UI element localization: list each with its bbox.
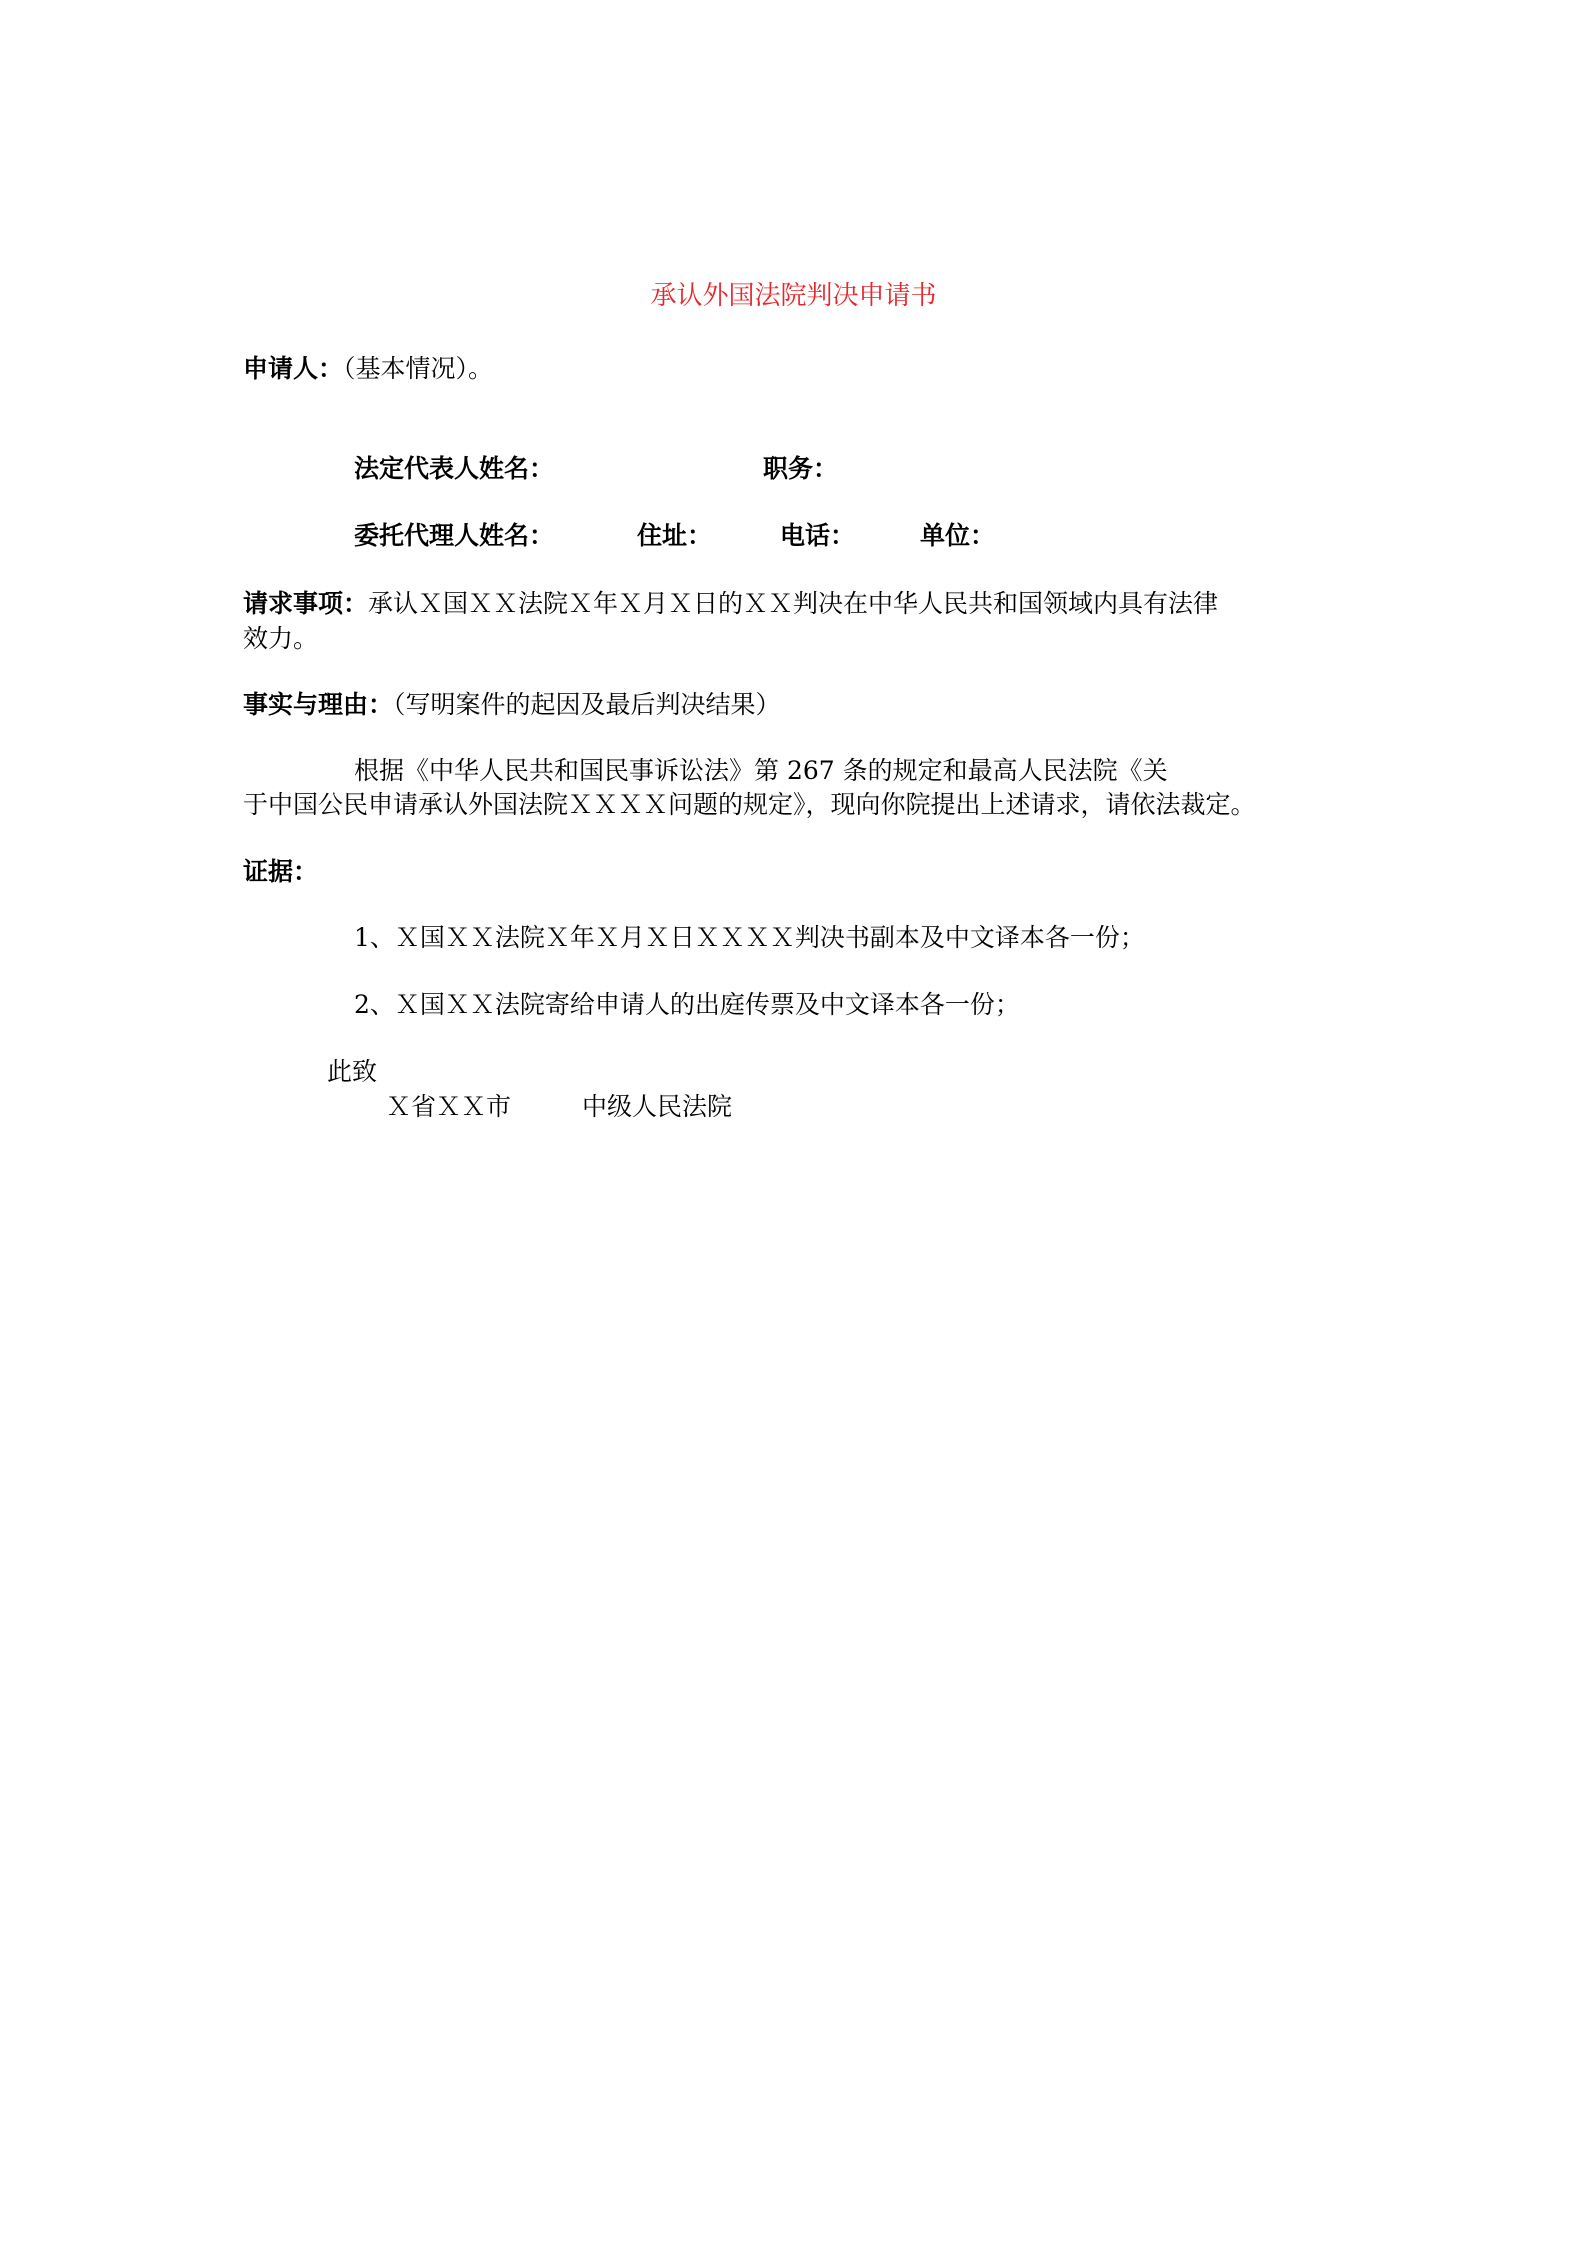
agent-phone-label: 电话：	[780, 521, 856, 550]
document-title: 承认外国法院判决申请书	[650, 281, 937, 311]
request-label: 请求事项：	[243, 589, 369, 618]
closing-recipient-city: Ｘ省ＸＸ市	[386, 1092, 512, 1121]
basis-line-2: 于中国公民申请承认外国法院ＸＸＸＸ问题的规定》，现向你院提出上述请求，请依法裁定。	[243, 790, 1256, 819]
applicant-line	[243, 352, 493, 386]
closing-salutation: 此致	[327, 1057, 378, 1086]
legal-rep-name-label: 法定代表人姓名：	[354, 454, 555, 483]
request-line-2: 效力。	[243, 624, 319, 653]
applicant-value: （基本情况）。	[343, 354, 494, 383]
basis-line-1: 根据《中华人民共和国民事诉讼法》第 267 条的规定和最高人民法院《关	[354, 756, 1168, 785]
facts-line	[243, 688, 781, 722]
agent-address-label: 住址：	[637, 521, 713, 550]
closing-recipient-court: 中级人民法院	[582, 1092, 733, 1121]
applicant-label: 申请人：	[243, 354, 344, 383]
request-line-1	[243, 587, 1218, 621]
facts-label: 事实与理由：	[243, 690, 394, 719]
request-text-1: 承认Ｘ国ＸＸ法院Ｘ年Ｘ月Ｘ日的ＸＸ判决在中华人民共和国领域内具有法律	[368, 589, 1219, 618]
agent-name-label: 委托代理人姓名：	[354, 521, 555, 550]
evidence-label: 证据：	[243, 857, 319, 886]
agent-unit-label: 单位：	[920, 521, 996, 550]
facts-value: （写明案件的起因及最后判决结果）	[393, 690, 781, 719]
evidence-item-1: 1、Ｘ国ＸＸ法院Ｘ年Ｘ月Ｘ日ＸＸＸＸ判决书副本及中文译本各一份；	[354, 923, 1145, 952]
evidence-item-2: 2、Ｘ国ＸＸ法院寄给申请人的出庭传票及中文译本各一份；	[354, 990, 1020, 1019]
legal-rep-position-label: 职务：	[763, 454, 839, 483]
